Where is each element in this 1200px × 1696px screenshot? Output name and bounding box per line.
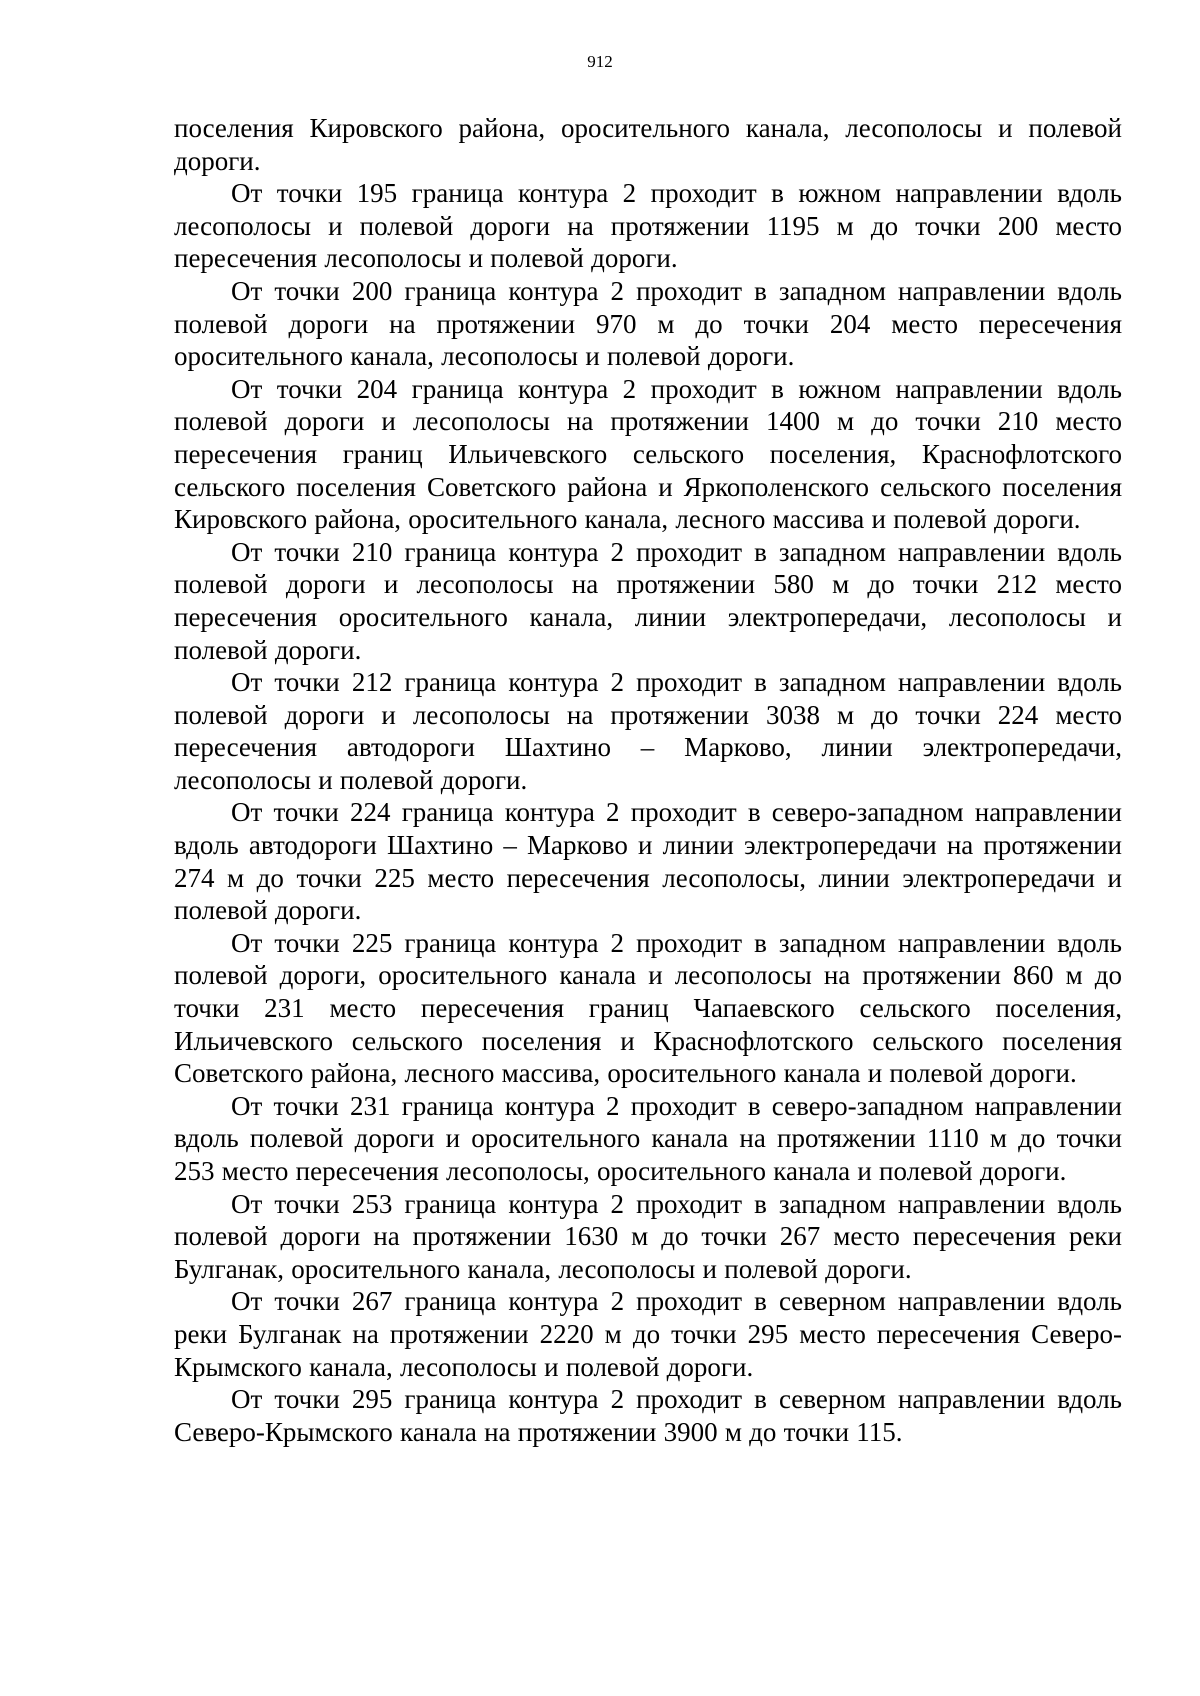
paragraph-point-224: От точки 224 граница контура 2 проходит в северо-западном направлении вдоль автодороги Шахтино – Марково и линии электропередачи на протяжении 274 м до точки 225 место пересечения лесополосы, линии электропередачи и полевой дороги.: [174, 797, 1122, 926]
paragraph-point-267: От точки 267 граница контура 2 проходит в северном направлении вдоль реки Булганак на протяжении 2220 м до точки 295 место пересечения Северо-Крымского канала, лесополосы и полевой дороги.: [174, 1286, 1122, 1382]
paragraph-continuation: поселения Кировского района, оросительного канала, лесополосы и полевой дороги.: [174, 113, 1122, 176]
page-number: 912: [587, 52, 613, 71]
paragraph-point-195: От точки 195 граница контура 2 проходит в южном направлении вдоль лесополосы и полевой дороги на протяжении 1195 м до точки 200 место пересечения лесополосы и полевой дороги.: [174, 178, 1122, 274]
paragraph-point-210: От точки 210 граница контура 2 проходит в западном направлении вдоль полевой дороги и лесополосы на протяжении 580 м до точки 212 место пересечения оросительного канала, линии электропередачи, лесополосы и полевой дороги.: [174, 536, 1122, 665]
paragraph-point-295: От точки 295 граница контура 2 проходит в северном направлении вдоль Северо-Крымского канала на протяжении 3900 м до точки 115.: [174, 1384, 1122, 1447]
paragraph-point-253: От точки 253 граница контура 2 проходит в западном направлении вдоль полевой дороги на протяжении 1630 м до точки 267 место пересечения реки Булганак, оросительного канала, лесополосы и полевой дороги.: [174, 1188, 1122, 1284]
paragraph-point-200: От точки 200 граница контура 2 проходит в западном направлении вдоль полевой дороги на протяжении 970 м до точки 204 место пересечения оросительного канала, лесополосы и полевой дороги.: [174, 275, 1122, 372]
paragraph-point-225: От точки 225 граница контура 2 проходит в западном направлении вдоль полевой дороги, оросительного канала и лесополосы на протяжении 860 м до точки 231 место пересечения границ Чапаевского сельского поселения, Ильичевского сельского поселения и Краснофлотского сельского поселения Советского района, лесного массива, оросительного канала и полевой дороги.: [174, 927, 1122, 1089]
paragraph-point-204: От точки 204 граница контура 2 проходит в южном направлении вдоль полевой дороги и лесополосы на протяжении 1400 м до точки 210 место пересечения границ Ильичевского сельского поселения, Краснофлотского сельского поселения Советского района и Яркополенского сельского поселения Кировского района, оросительного канала, лесного массива и полевой дороги.: [174, 373, 1122, 535]
document-body: [174, 112, 1122, 1448]
paragraph-point-212: От точки 212 граница контура 2 проходит в западном направлении вдоль полевой дороги и лесополосы на протяжении 3038 м до точки 224 место пересечения автодороги Шахтино – Марково, линии электропередачи, лесополосы и полевой дороги.: [174, 667, 1122, 795]
paragraph-point-231: От точки 231 граница контура 2 проходит в северо-западном направлении вдоль полевой дороги и оросительного канала на протяжении 1110 м до точки 253 место пересечения лесополосы, оросительного канала и полевой дороги.: [174, 1090, 1122, 1186]
